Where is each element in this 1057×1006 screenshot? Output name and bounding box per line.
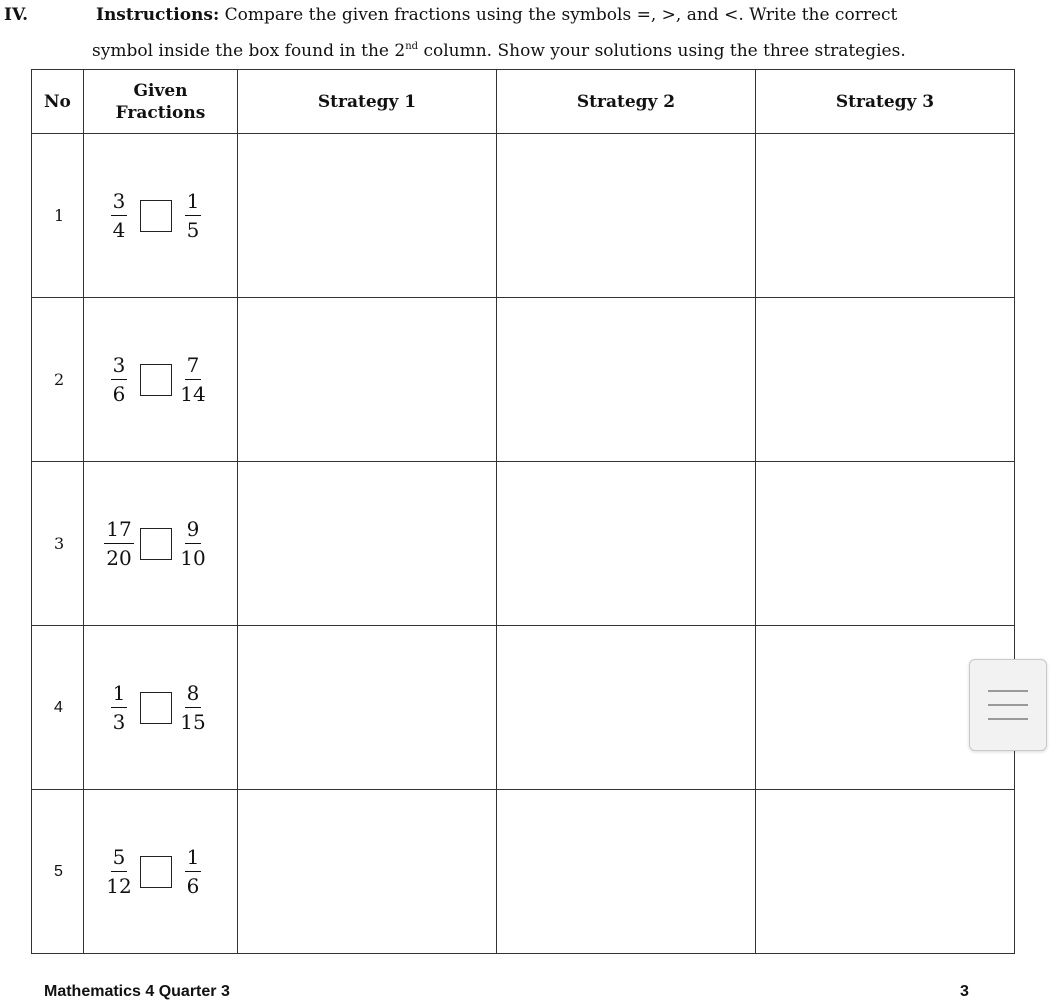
left-denominator: 4 [112,218,126,242]
worksheet-table [31,69,1015,954]
strategy-3-cell[interactable] [756,298,1015,462]
left-denominator: 6 [112,382,126,406]
strategy-1-cell[interactable] [238,790,497,954]
strategy-2-cell[interactable] [497,134,756,298]
footer-subject: Mathematics 4 Quarter 3 [44,983,230,1000]
given-fractions-cell [84,462,238,626]
ordinal-suffix: nd [405,41,419,52]
right-fraction [178,189,208,242]
strategy-1-cell[interactable] [238,134,497,298]
row-number: 4 [32,626,84,790]
row-number: 5 [32,790,84,954]
row-number: 3 [32,462,84,626]
right-denominator: 5 [186,218,200,242]
instructions-line-2-prefix: symbol inside the box found in the 2 [92,41,406,61]
left-fraction [104,189,134,242]
right-numerator: 8 [185,681,202,708]
left-fraction [104,517,134,570]
right-numerator: 1 [185,845,202,872]
left-denominator: 20 [106,546,132,570]
right-fraction [178,517,208,570]
strategy-2-cell[interactable] [497,462,756,626]
strategy-2-cell[interactable] [497,626,756,790]
drag-handle-icon[interactable] [969,659,1047,751]
header-given-line1: Given [133,80,188,101]
given-fractions-cell [84,626,238,790]
left-fraction [104,845,134,898]
given-fractions-cell [84,134,238,298]
header-strategy-1: Strategy 1 [238,70,497,134]
table-row [32,462,1015,626]
right-denominator: 14 [180,382,206,406]
strategy-3-cell[interactable] [756,462,1015,626]
table-row [32,790,1015,954]
table-row [32,298,1015,462]
instructions-text: Compare the given fractions using the symbols =, >, and <. Write the correct [219,5,898,25]
right-denominator: 10 [180,546,206,570]
given-fractions-cell [84,298,238,462]
right-fraction [178,353,208,406]
answer-box[interactable] [140,856,172,888]
left-denominator: 3 [112,710,126,734]
right-denominator: 15 [180,710,206,734]
header-strategy-2: Strategy 2 [497,70,756,134]
strategy-3-cell[interactable] [756,134,1015,298]
left-fraction [104,681,134,734]
answer-box[interactable] [140,692,172,724]
header-given-fractions [84,70,238,134]
strategy-2-cell[interactable] [497,298,756,462]
strategy-1-cell[interactable] [238,298,497,462]
right-fraction [178,845,208,898]
right-denominator: 6 [186,874,200,898]
strategy-1-cell[interactable] [238,462,497,626]
instructions-line-2 [92,32,906,66]
left-denominator: 12 [106,874,132,898]
table-row [32,626,1015,790]
right-fraction [178,681,208,734]
instructions-line-2-suffix: column. Show your solutions using the three strategies. [418,41,906,61]
header-row [32,70,1015,134]
section-number: IV. [4,5,29,25]
strategy-1-cell[interactable] [238,626,497,790]
table-row [32,134,1015,298]
right-numerator: 9 [185,517,202,544]
header-given-line2: Fractions [115,102,206,123]
left-numerator: 3 [111,189,128,216]
instructions-line-1 [96,0,897,30]
left-numerator: 17 [104,517,133,544]
page-number: 3 [960,983,969,1000]
left-numerator: 3 [111,353,128,380]
given-fractions-cell [84,790,238,954]
right-numerator: 1 [185,189,202,216]
header-no: No [32,70,84,134]
answer-box[interactable] [140,528,172,560]
instructions-label: Instructions: [96,5,220,25]
left-numerator: 1 [111,681,128,708]
header-strategy-3: Strategy 3 [756,70,1015,134]
answer-box[interactable] [140,200,172,232]
left-fraction [104,353,134,406]
answer-box[interactable] [140,364,172,396]
strategy-3-cell[interactable] [756,790,1015,954]
row-number: 2 [32,298,84,462]
strategy-2-cell[interactable] [497,790,756,954]
left-numerator: 5 [111,845,128,872]
right-numerator: 7 [185,353,202,380]
row-number: 1 [32,134,84,298]
